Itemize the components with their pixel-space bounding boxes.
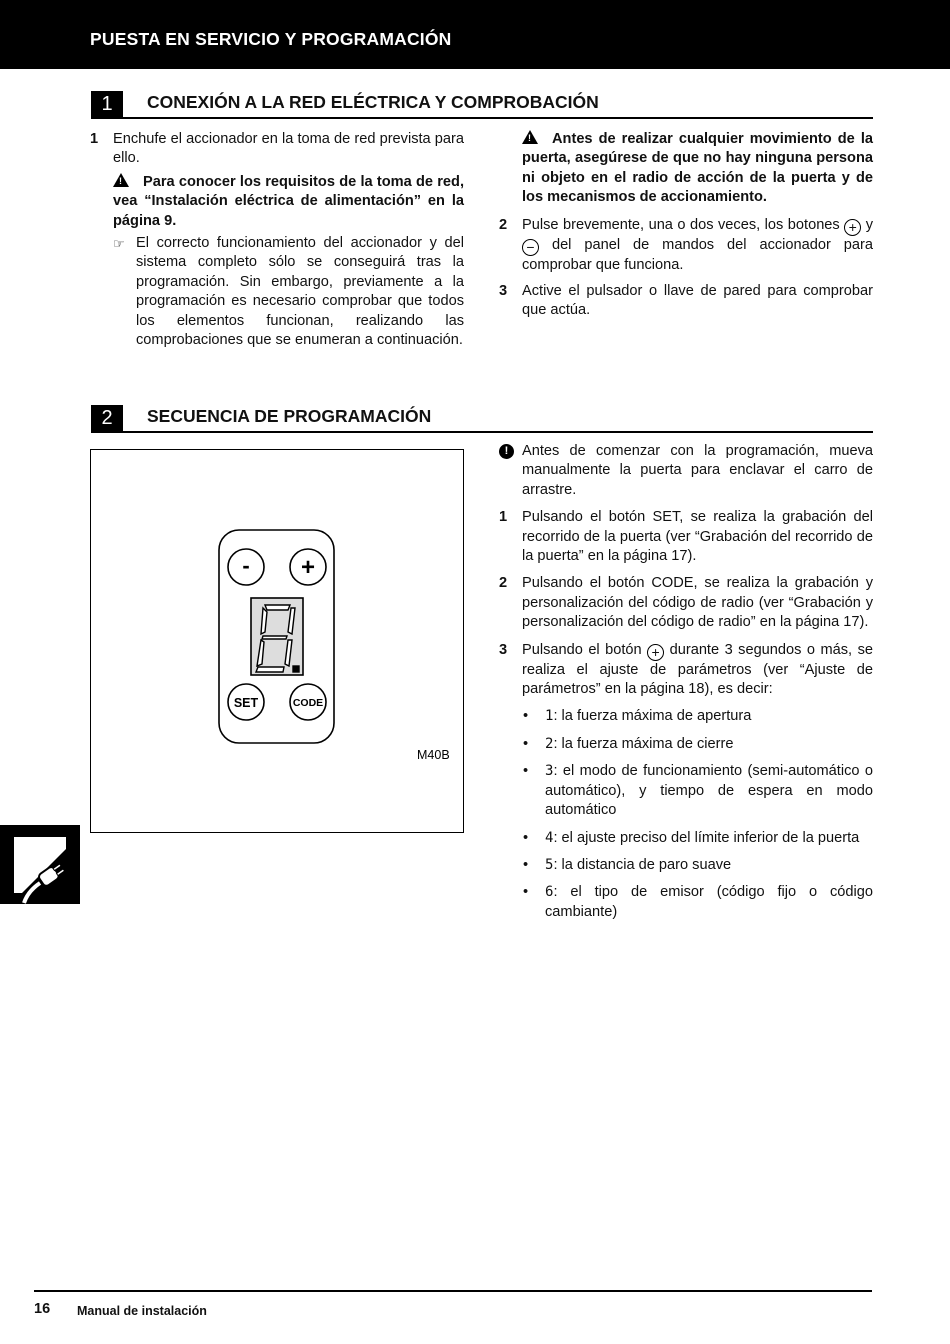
parameter-text: : la fuerza máxima de apertura	[553, 708, 752, 725]
bullet-icon: •	[523, 856, 529, 873]
plus-button-icon: +	[647, 644, 664, 661]
section-2-heading	[91, 403, 873, 433]
s1-step-1-text: Enchufe el accionador en la toma de red prevista para ello.	[113, 131, 464, 167]
s2-step-1-text: Pulsando el botón SET, se realiza la grabación del recorrido de la puerta (ver “Grabación del recorrido de la puerta” en la página 17).	[522, 509, 873, 565]
s1-step-3	[499, 282, 873, 321]
segment-g	[262, 636, 287, 639]
segment-a	[265, 605, 290, 610]
parameter-code: 3	[545, 763, 554, 780]
footer-document-title: Manual de instalación	[77, 1304, 207, 1318]
s2-step-3-text-b: durante 3 segundos o más, se realiza el ajuste de parámetros (ver “Ajuste de parámetros” en la página 18), es decir:	[522, 641, 873, 698]
segment-dp	[293, 666, 299, 672]
parameter-text: : la fuerza máxima de cierre	[553, 735, 734, 752]
bullet-icon: •	[523, 884, 529, 901]
section-2-number: 2	[91, 405, 123, 432]
warning-icon	[522, 130, 538, 144]
parameter-text: : el tipo de emisor (código fijo o código cambiante)	[545, 884, 873, 920]
s1-step-1	[90, 130, 464, 169]
parameter-code: 5	[545, 856, 554, 873]
plug-socket-icon	[0, 825, 80, 904]
section-1-left-column	[90, 130, 464, 350]
s2-attention-text: Antes de comenzar con la programación, mueva manualmente la puerta para enclavar el carro de arrastre.	[522, 443, 873, 498]
bullet-icon: •	[523, 735, 529, 752]
s1-step-1-number: 1	[90, 131, 99, 147]
attention-icon: !	[499, 444, 514, 459]
parameter-code: 2	[545, 735, 554, 752]
pointing-hand-icon: ☞	[113, 236, 125, 252]
s1-step-2-text-a: Pulse brevemente, una o dos veces, los botones	[522, 216, 840, 233]
minus-button-icon: −	[522, 239, 539, 256]
bullet-icon: •	[523, 708, 529, 725]
s1-step-3-text: Active el pulsador o llave de pared para comprobar que actúa.	[522, 283, 873, 319]
parameter-item	[523, 735, 873, 754]
plus-button-icon: +	[844, 219, 861, 236]
s1-step-2	[499, 216, 873, 275]
segment-d	[256, 667, 284, 672]
s2-attention	[504, 442, 873, 500]
parameter-code: 6	[545, 884, 554, 901]
s1-note-text: El correcto funcionamiento del accionador y del sistema completo sólo se conseguirá tras la programación. Sin embargo, previamente a la programación es necesario comprobar que todos los elementos funcionan, realizando las comprobaciones que se enumeran a continuación.	[136, 235, 464, 349]
page-header-title: PUESTA EN SERVICIO Y PROGRAMACIÓN	[90, 29, 452, 49]
s1-warning-safety-text: Antes de realizar cualquier movimiento de la puerta, asegúrese de que no hay ninguna persona ni objeto en el radio de acción de la puerta y de los mecanismos de accionamiento.	[522, 131, 873, 206]
section-2-right-column	[499, 442, 873, 922]
footer-rule	[34, 1290, 872, 1292]
s1-note	[113, 234, 464, 350]
parameter-text: : el modo de funcionamiento (semi-automático o automático), y tiempo de espera en modo automático	[545, 763, 873, 819]
s1-step-2-text-c: del panel de mandos del accionador para comprobar que funciona.	[522, 236, 873, 273]
s1-warning-electrical-text: Para conocer los requisitos de la toma de red, vea “Instalación eléctrica de alimentación” en la página 9.	[113, 173, 464, 229]
s1-warning-electrical	[113, 173, 464, 231]
bullet-icon: •	[523, 829, 529, 846]
parameter-item	[523, 856, 873, 875]
s1-warning-safety	[522, 130, 873, 208]
s1-step-2-number: 2	[499, 216, 508, 233]
bullet-icon: •	[523, 763, 529, 780]
parameter-item	[523, 883, 873, 922]
s2-step-1-number: 1	[499, 509, 508, 526]
s2-step-3	[499, 641, 873, 700]
parameter-code: 4	[545, 829, 554, 846]
s2-step-1	[499, 508, 873, 566]
s1-step-2-text-b: y	[865, 216, 873, 233]
figure-caption: M40B	[417, 748, 450, 762]
page-header-bar	[0, 0, 950, 69]
section-1-heading	[91, 89, 873, 119]
footer-page-number: 16	[34, 1301, 51, 1317]
s2-step-3-text-a: Pulsando el botón	[522, 641, 642, 658]
minus-button-label: -	[242, 553, 250, 578]
code-button-label: CODE	[292, 697, 324, 709]
parameter-code: 1	[545, 708, 554, 725]
parameter-item	[523, 707, 873, 726]
parameter-text: : el ajuste preciso del límite inferior de la puerta	[553, 829, 860, 846]
parameter-list	[523, 707, 873, 922]
control-panel-figure	[90, 449, 464, 833]
s2-step-2-number: 2	[499, 575, 508, 592]
s2-step-2-text: Pulsando el botón CODE, se realiza la grabación y personalización del código de radio (ver “Grabación y personalización del código de radio” en la página 17).	[522, 575, 873, 631]
section-1-title: CONEXIÓN A LA RED ELÉCTRICA Y COMPROBACIÓN	[147, 92, 599, 112]
warning-icon	[113, 173, 129, 187]
section-1-right-column	[499, 130, 873, 321]
parameter-item	[523, 829, 873, 848]
s1-step-3-number: 3	[499, 283, 508, 300]
chapter-tab	[0, 825, 80, 904]
section-1-number: 1	[91, 91, 123, 118]
section-2-title: SECUENCIA DE PROGRAMACIÓN	[147, 406, 432, 426]
s2-step-3-number: 3	[499, 641, 508, 658]
parameter-text: : la distancia de paro suave	[553, 856, 732, 873]
parameter-item	[523, 762, 873, 820]
set-button-label: SET	[233, 696, 259, 710]
s2-step-2	[499, 574, 873, 632]
plus-button-label: +	[300, 554, 316, 581]
control-panel-illustration	[91, 450, 463, 832]
